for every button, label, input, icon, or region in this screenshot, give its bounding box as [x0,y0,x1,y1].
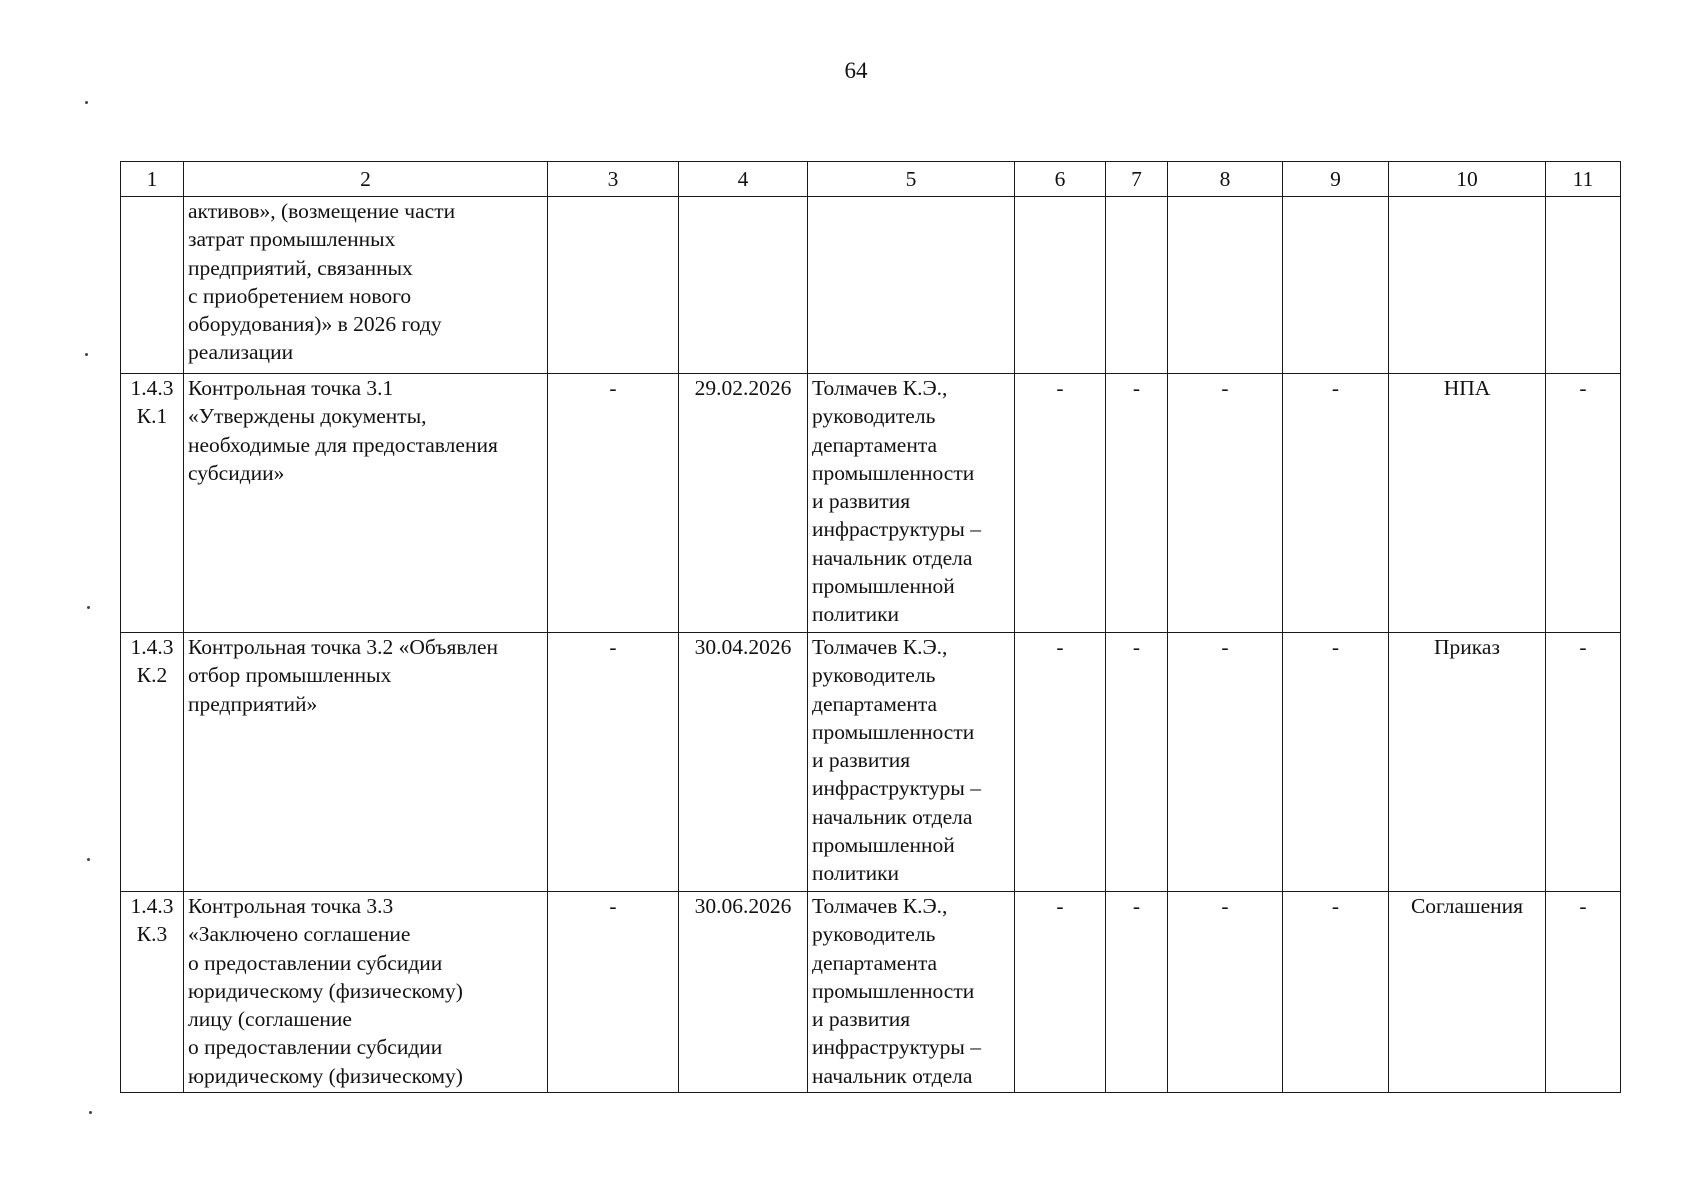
column-header-10: 10 [1389,162,1546,197]
col8-cell: - [1168,374,1283,633]
column-header-9: 9 [1283,162,1389,197]
row-number-cell: 1.4.3 К.1 [121,374,184,633]
start-date-cell [548,197,679,374]
col6-cell: - [1015,633,1106,892]
col11-cell [1546,197,1621,374]
margin-dot [89,1111,92,1114]
table-row-continuation [121,197,1621,374]
responsible-cell [808,197,1015,374]
margin-dot [87,606,90,609]
end-date-cell [679,197,808,374]
col7-cell: - [1106,892,1168,1093]
col8-cell: - [1168,633,1283,892]
end-date-cell: 30.04.2026 [679,633,808,892]
start-date-cell: - [548,633,679,892]
end-date-cell: 29.02.2026 [679,374,808,633]
col6-cell: - [1015,892,1106,1093]
margin-dot [85,101,88,104]
col8-cell [1168,197,1283,374]
col9-cell: - [1283,892,1389,1093]
column-header-3: 3 [548,162,679,197]
responsible-cell: Толмачев К.Э., руководитель департамента промышленности и развития инфраструктуры – начальник отдела промышленной политики [808,374,1015,633]
col11-cell: - [1546,374,1621,633]
col8-cell: - [1168,892,1283,1093]
row-number-cell: 1.4.3 К.3 [121,892,184,1093]
start-date-cell: - [548,374,679,633]
event-name-cell: Контрольная точка 3.2 «Объявлен отбор промышленных предприятий» [184,633,548,892]
responsible-cell: Толмачев К.Э., руководитель департамента промышленности и развития инфраструктуры – начальник отдела промышленной политики [808,633,1015,892]
col11-cell: - [1546,633,1621,892]
column-header-7: 7 [1106,162,1168,197]
row-number-cell: 1.4.3 К.2 [121,633,184,892]
table-row-k3 [121,892,1621,1093]
document-type-cell: НПА [1389,374,1546,633]
responsible-cell: Толмачев К.Э., руководитель департамента промышленности и развития инфраструктуры – начальник отдела [808,892,1015,1093]
column-header-4: 4 [679,162,808,197]
document-type-cell: Соглашения [1389,892,1546,1093]
col7-cell: - [1106,374,1168,633]
event-name-cell: Контрольная точка 3.1 «Утверждены документы, необходимые для предоставления субсидии» [184,374,548,633]
column-header-2: 2 [184,162,548,197]
event-name-cell: активов», (возмещение части затрат промышленных предприятий, связанных с приобретением нового оборудования)» в 2026 году реализации [184,197,548,374]
end-date-cell: 30.06.2026 [679,892,808,1093]
start-date-cell: - [548,892,679,1093]
column-number-row [121,162,1621,197]
column-header-5: 5 [808,162,1015,197]
margin-dot [85,353,88,356]
col7-cell: - [1106,633,1168,892]
col7-cell [1106,197,1168,374]
col9-cell: - [1283,633,1389,892]
event-name-cell: Контрольная точка 3.3 «Заключено соглашение о предоставлении субсидии юридическому (физическому) лицу (соглашение о предоставлении субсидии юридическому (физическому) [184,892,548,1093]
page-number: 64 [844,58,868,83]
column-header-8: 8 [1168,162,1283,197]
col6-cell: - [1015,374,1106,633]
table-row-k2 [121,633,1621,892]
document-type-cell [1389,197,1546,374]
row-number-cell [121,197,184,374]
margin-dot [87,858,90,861]
column-header-1: 1 [121,162,184,197]
table-row-k1 [121,374,1621,633]
schedule-table [120,161,1621,1093]
col6-cell [1015,197,1106,374]
column-header-11: 11 [1546,162,1621,197]
document-type-cell: Приказ [1389,633,1546,892]
col11-cell: - [1546,892,1621,1093]
col9-cell: - [1283,374,1389,633]
column-header-6: 6 [1015,162,1106,197]
col9-cell [1283,197,1389,374]
